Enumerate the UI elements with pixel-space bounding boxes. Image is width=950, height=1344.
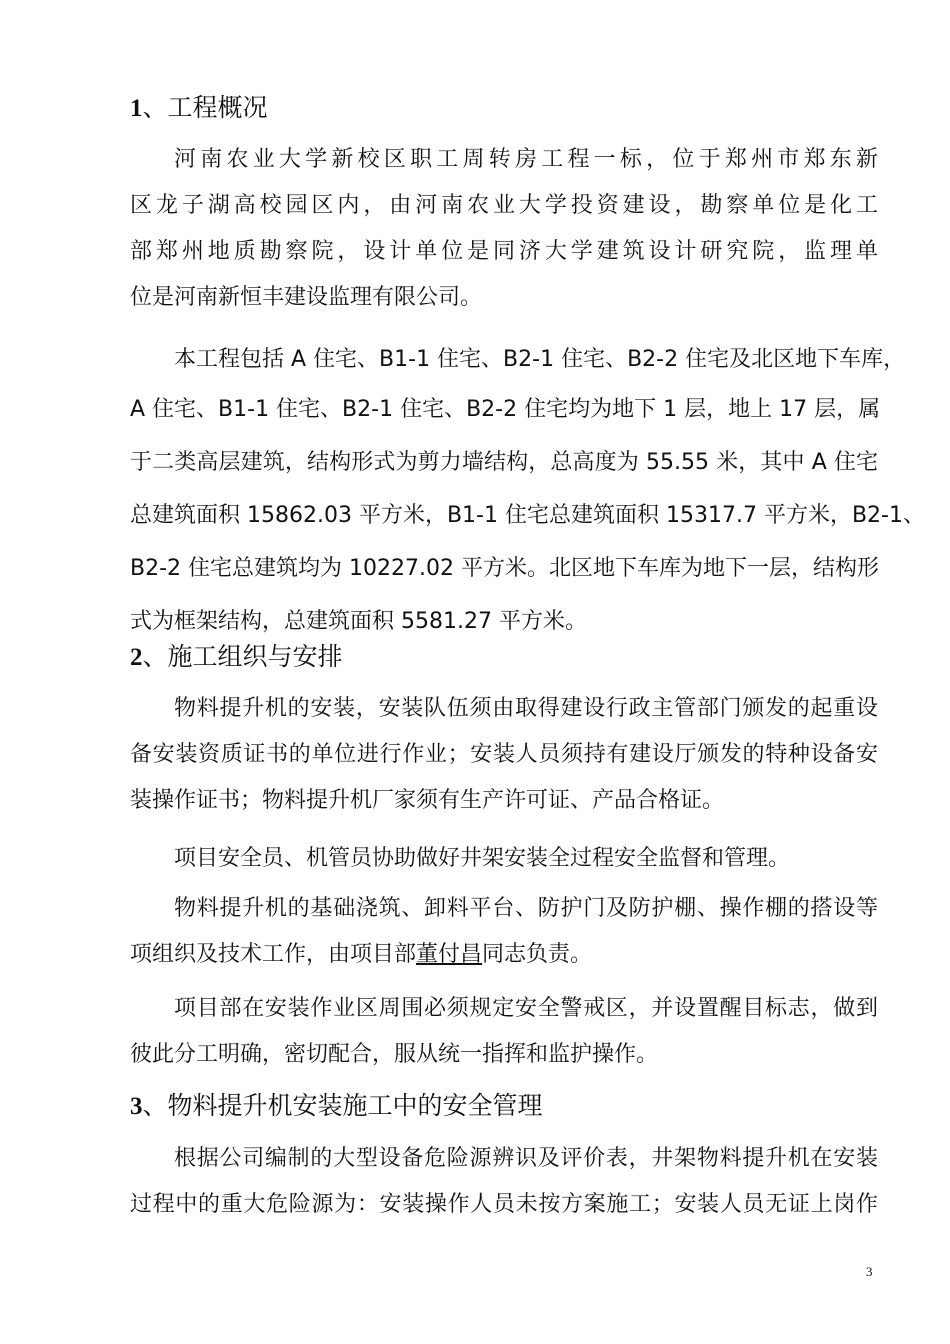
- text-line: [130, 932, 878, 978]
- section-1-title: 、工程概况: [142, 93, 268, 122]
- text-line: 部郑州地质勘察院，设计单位是同济大学建筑设计研究院，监理单: [130, 239, 878, 264]
- section-2-paragraph-3: [130, 886, 878, 978]
- section-1-paragraph-2: [130, 337, 925, 648]
- section-2-paragraph-2: [130, 836, 878, 882]
- text-segment: 项组织及技术工作，由项目部: [130, 942, 417, 967]
- text-line: 根据公司编制的大型设备危险源辨识及评价表，井架物料提升机在安装: [174, 1146, 878, 1171]
- section-1-number: 1: [130, 95, 143, 122]
- page-number: 3: [866, 1264, 873, 1279]
- text-line: 物料提升机的安装，安装队伍须由取得建设行政主管部门颁发的起重设: [174, 696, 878, 721]
- section-1-paragraph-1: [130, 137, 878, 321]
- text-segment: 同志负责。: [482, 942, 593, 967]
- text-line: 备安装资质证书的单位进行作业；安装人员须持有建设厅颁发的特种设备安: [130, 742, 878, 767]
- text-line: 位是河南新恒丰建设监理有限公司。: [130, 285, 483, 310]
- text-line: B2-2 住宅总建筑均为 10227.02 平方米。北区地下车库为地下一层，结构形: [130, 556, 879, 581]
- section-2-paragraph-4: [130, 986, 878, 1078]
- text-line: 本工程包括 A 住宅、B1-1 住宅、B2-1 住宅、B2-2 住宅及北区地下车库，: [174, 347, 906, 372]
- section-2-number: 2: [130, 644, 143, 671]
- section-2-paragraph-1: [130, 686, 878, 824]
- text-line: 于二类高层建筑，结构形式为剪力墙结构，总高度为 55.55 米，其中 A 住宅: [130, 450, 878, 475]
- section-3-number: 3: [130, 1093, 143, 1120]
- text-line: 彼此分工明确，密切配合，服从统一指挥和监护操作。: [130, 1042, 659, 1067]
- text-line: 总建筑面积 15862.03 平方米，B1-1 住宅总建筑面积 15317.7 平方米，B2-1、: [130, 503, 925, 528]
- section-3-title: 、物料提升机安装施工中的安全管理: [142, 1091, 543, 1120]
- text-line: 过程中的重大危险源为：安装操作人员未按方案施工；安装人员无证上岗作: [130, 1192, 878, 1217]
- text-line: 区龙子湖高校园区内，由河南农业大学投资建设，勘察单位是化工: [130, 193, 878, 218]
- text-line: 式为框架结构，总建筑面积 5581.27 平方米。: [130, 609, 587, 634]
- text-line: 物料提升机的基础浇筑、卸料平台、防护门及防护棚、操作棚的搭设等: [174, 896, 878, 921]
- responsible-person-name: 董付昌: [416, 942, 483, 967]
- text-line: 项目安全员、机管员协助做好井架安装全过程安全监督和管理。: [174, 846, 791, 871]
- section-1-heading: [130, 93, 268, 124]
- section-3-paragraph-1: [130, 1136, 878, 1228]
- section-3-heading: [130, 1091, 543, 1122]
- text-line: 装操作证书；物料提升机厂家须有生产许可证、产品合格证。: [130, 788, 725, 813]
- text-line: 河南农业大学新校区职工周转房工程一标，位于郑州市郑东新: [174, 147, 878, 172]
- section-2-heading: [130, 642, 343, 673]
- section-2-title: 、施工组织与安排: [142, 642, 343, 671]
- text-line: 项目部在安装作业区周围必须规定安全警戒区，并设置醒目标志，做到: [174, 996, 878, 1021]
- text-line: A 住宅、B1-1 住宅、B2-1 住宅、B2-2 住宅均为地下 1 层，地上 17 层，属: [130, 397, 881, 422]
